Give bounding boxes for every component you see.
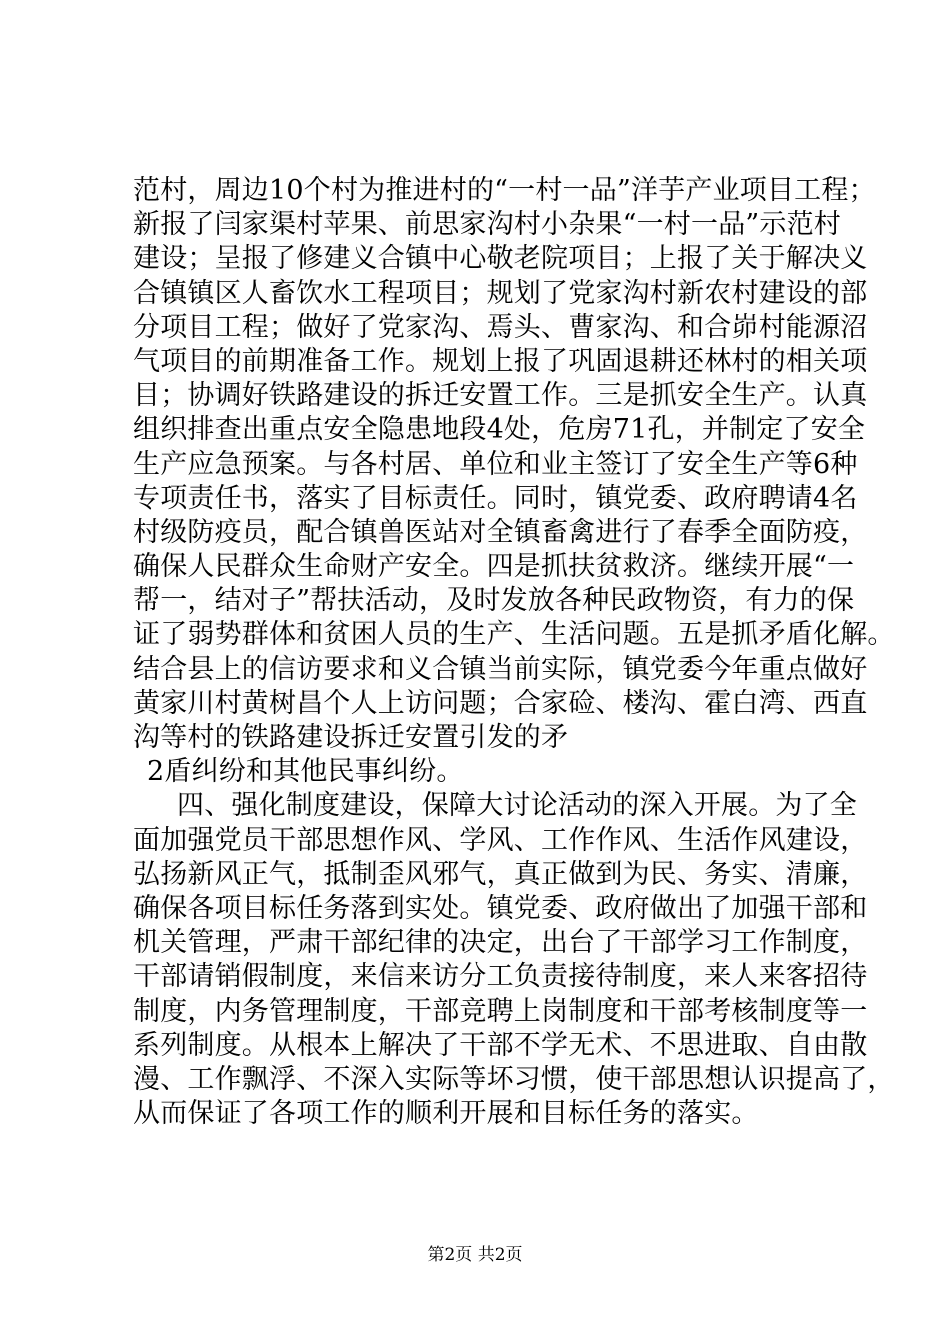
paragraph-heading-line: 四、强化制度建设，保障大讨论活动的深入开展。为了全	[177, 790, 857, 822]
text-line: 面加强党员干部思想作风、学风、工作作风、生活作风建设，	[133, 824, 868, 856]
body-text	[133, 174, 895, 1131]
text-line: 干部请销假制度，来信来访分工负责接待制度，来人来客招待	[133, 961, 868, 993]
text-line: 目；协调好铁路建设的拆迁安置工作。三是抓安全生产。认真	[133, 380, 868, 412]
text-line: 漫、工作飘浮、不深入实际等坏习惯，使干部思想认识提高了，	[133, 1063, 895, 1095]
text-line: 从而保证了各项工作的顺利开展和目标任务的落实。	[133, 1098, 759, 1130]
text-line: 专项责任书，落实了目标责任。同时，镇党委、政府聘请4名	[133, 482, 858, 514]
text-line: 确保各项目标任务落到实处。镇党委、政府做出了加强干部和	[133, 892, 868, 924]
text-line: 制度，内务管理制度，干部竞聘上岗制度和干部考核制度等一	[133, 995, 868, 1027]
text-line: 建设；呈报了修建义合镇中心敬老院项目；上报了关于解决义	[133, 243, 868, 275]
text-line: 沟等村的铁路建设拆迁安置引发的矛	[133, 722, 569, 753]
text-line: 结合县上的信访要求和义合镇当前实际，镇党委今年重点做好	[133, 653, 868, 685]
text-line: 机关管理，严肃干部纪律的决定，出台了干部学习工作制度，	[133, 927, 868, 959]
text-line: 组织排查出重点安全隐患地段4处，危房71孔，并制定了安全	[133, 414, 866, 446]
text-line: 黄家川村黄树昌个人上访问题；合家硷、楼沟、霍白湾、西直	[133, 687, 868, 719]
page-number-label: 第2页 共2页	[427, 1245, 523, 1265]
text-line: 范村，周边10个村为推进村的“一村一品”洋芋产业项目工程；	[133, 175, 876, 206]
text-line: 帮一，结对子”帮扶活动，及时发放各种民政物资，有力的保	[133, 585, 855, 617]
text-line: 气项目的前期准备工作。规划上报了巩固退耕还林村的相关项	[133, 345, 868, 377]
text-line: 村级防疫员，配合镇兽医站对全镇畜禽进行了春季全面防疫，	[133, 516, 868, 548]
text-line: 证了弱势群体和贫困人员的生产、生活问题。五是抓矛盾化解。	[133, 619, 895, 651]
text-line: 2盾纠纷和其他民事纠纷。	[147, 756, 464, 788]
text-line: 合镇镇区人畜饮水工程项目；规划了党家沟村新农村建设的部	[133, 277, 868, 309]
text-line: 系列制度。从根本上解决了干部不学无术、不思进取、自由散	[133, 1029, 868, 1061]
text-line: 分项目工程；做好了党家沟、焉头、曹家沟、和合峁村能源沼	[133, 311, 868, 343]
text-line: 弘扬新风正气，抵制歪风邪气，真正做到为民、务实、清廉，	[133, 858, 868, 890]
text-line: 生产应急预案。与各村居、单位和业主签订了安全生产等6种	[133, 448, 858, 480]
page-footer	[0, 1244, 950, 1266]
text-line: 新报了闫家渠村苹果、前思家沟村小杂果“一村一品”示范村	[133, 209, 842, 241]
text-line: 确保人民群众生命财产安全。四是抓扶贫救济。继续开展“一	[133, 551, 855, 583]
